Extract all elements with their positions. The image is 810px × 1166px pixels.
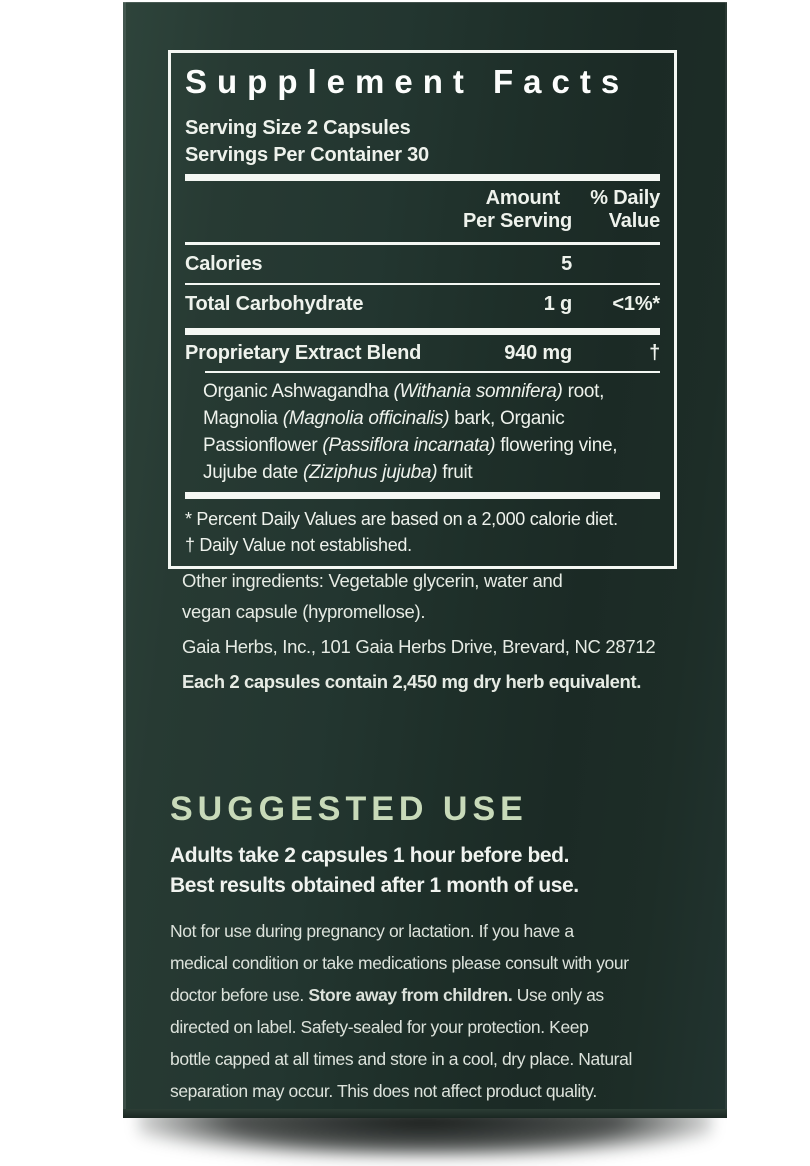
row-amount: 1 g xyxy=(543,293,572,315)
caution-line: bottle capped at all times and store in a cool, dry place. Natural xyxy=(170,1049,632,1069)
caution-line: separation may occur. This does not affect product quality. xyxy=(170,1081,597,1101)
suggested-use-section xyxy=(170,791,632,1107)
facts-row-carbohydrate xyxy=(185,285,660,323)
dv-header-line2: Value xyxy=(608,210,660,232)
caution-line: directed on label. Safety-sealed for your protection. Keep xyxy=(170,1017,589,1037)
row-dv: † xyxy=(649,342,660,364)
panel-title: Supplement Facts xyxy=(185,63,630,100)
row-name: Proprietary Extract Blend xyxy=(185,342,422,364)
other-ingredients-line1: Other ingredients: Vegetable glycerin, water and xyxy=(182,570,563,591)
facts-row-calories xyxy=(185,245,660,283)
box-bottom-edge xyxy=(123,1109,727,1118)
directions xyxy=(170,841,632,901)
blend-line: Passionflower (Passiflora incarnata) flowering vine, xyxy=(203,435,618,456)
divider-blend xyxy=(205,371,660,373)
divider-thick-mid xyxy=(185,328,660,335)
amount-header-line2: Per Serving xyxy=(463,210,572,232)
other-ingredients-line2: vegan capsule (hypromellose). xyxy=(182,601,426,622)
servings-per-container: Servings Per Container 30 xyxy=(185,144,429,166)
column-headers xyxy=(185,187,660,233)
divider-thick-bottom xyxy=(185,492,660,499)
divider-thick-top xyxy=(185,174,660,181)
row-amount: 940 mg xyxy=(504,342,572,364)
footnote-dagger: † Daily Value not established. xyxy=(185,535,412,555)
caution-line: medical condition or take medications please consult with your xyxy=(170,953,629,973)
product-box-back-panel xyxy=(123,2,727,1118)
row-dv: <1%* xyxy=(612,293,660,315)
caution-line: doctor before use. Store away from children. Use only as xyxy=(170,985,604,1005)
dv-header-line1: % Daily xyxy=(590,187,660,209)
row-amount: 5 xyxy=(561,253,572,275)
herb-equivalence: Each 2 capsules contain 2,450 mg dry herb equivalent. xyxy=(182,671,641,692)
amount-header-line1: Amount xyxy=(485,187,560,209)
blend-line: Organic Ashwagandha (Withania somnifera) root, xyxy=(203,381,605,402)
direction-line2: Best results obtained after 1 month of use. xyxy=(170,874,579,897)
row-name: Total Carbohydrate xyxy=(185,293,364,315)
row-name: Calories xyxy=(185,253,263,275)
header-spacer xyxy=(185,187,442,233)
supplement-facts-panel xyxy=(168,50,677,569)
caution-paragraph xyxy=(170,915,632,1107)
direction-line1: Adults take 2 capsules 1 hour before bed. xyxy=(170,844,570,867)
caution-line: Not for use during pregnancy or lactation. If you have a xyxy=(170,921,574,941)
blend-line: Magnolia (Magnolia officinalis) bark, Organic xyxy=(203,408,565,429)
footnotes xyxy=(185,506,660,558)
serving-info xyxy=(185,115,660,169)
daily-value-column-header xyxy=(572,187,660,233)
amount-column-header xyxy=(442,187,572,233)
additional-info xyxy=(182,565,655,697)
facts-row-proprietary-blend xyxy=(185,335,660,371)
serving-size: Serving Size 2 Capsules xyxy=(185,117,411,139)
suggested-use-heading: SUGGESTED USE xyxy=(170,790,528,828)
blend-line: Jujube date (Ziziphus jujuba) fruit xyxy=(203,462,473,483)
manufacturer-address: Gaia Herbs, Inc., 101 Gaia Herbs Drive, Brevard, NC 28712 xyxy=(182,636,656,657)
footnote-daily-value: * Percent Daily Values are based on a 2,000 calorie diet. xyxy=(185,509,618,529)
blend-ingredients xyxy=(203,378,660,486)
